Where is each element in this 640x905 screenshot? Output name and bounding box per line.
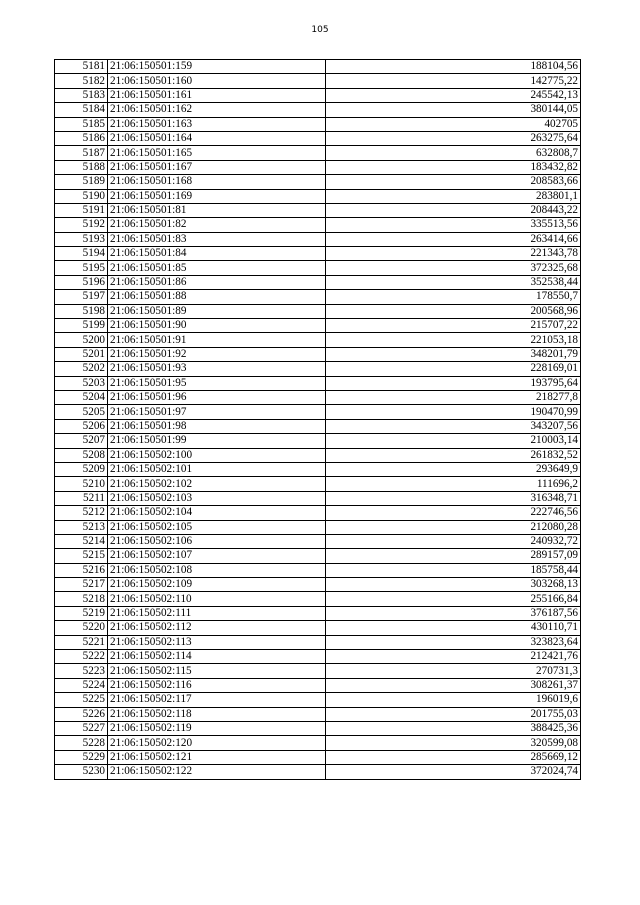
- table-row: [55, 131, 581, 145]
- cadastral-number: 21:06:150502:111: [108, 606, 326, 620]
- cadastral-value: 183432,82: [326, 160, 581, 174]
- row-number: 5218: [55, 592, 108, 606]
- row-number: 5213: [55, 520, 108, 534]
- cadastral-value: 196019,6: [326, 693, 581, 707]
- cadastral-value: 303268,13: [326, 578, 581, 592]
- cadastral-value: 352538,44: [326, 275, 581, 289]
- cadastral-number: 21:06:150501:89: [108, 304, 326, 318]
- cadastral-value: 402705: [326, 117, 581, 131]
- cadastral-value: 308261,37: [326, 678, 581, 692]
- cadastral-value: 218277,8: [326, 390, 581, 404]
- row-number: 5205: [55, 405, 108, 419]
- table-body: [55, 60, 581, 780]
- table-row: [55, 419, 581, 433]
- cadastral-number: 21:06:150502:100: [108, 448, 326, 462]
- row-number: 5226: [55, 707, 108, 721]
- table-row: [55, 304, 581, 318]
- row-number: 5212: [55, 506, 108, 520]
- cadastral-number: 21:06:150502:113: [108, 635, 326, 649]
- row-number: 5208: [55, 448, 108, 462]
- cadastral-value: 348201,79: [326, 347, 581, 361]
- row-number: 5189: [55, 175, 108, 189]
- cadastral-number: 21:06:150502:120: [108, 736, 326, 750]
- table-row: [55, 88, 581, 102]
- cadastral-number: 21:06:150501:162: [108, 103, 326, 117]
- table-row: [55, 448, 581, 462]
- row-number: 5199: [55, 319, 108, 333]
- cadastral-value: 208583,66: [326, 175, 581, 189]
- row-number: 5195: [55, 261, 108, 275]
- cadastral-number: 21:06:150501:90: [108, 319, 326, 333]
- table-row: [55, 290, 581, 304]
- cadastral-number: 21:06:150502:105: [108, 520, 326, 534]
- table-row: [55, 160, 581, 174]
- cadastral-value: 210003,14: [326, 434, 581, 448]
- table-row: [55, 405, 581, 419]
- cadastral-value: 178550,7: [326, 290, 581, 304]
- cadastral-number: 21:06:150501:167: [108, 160, 326, 174]
- row-number: 5221: [55, 635, 108, 649]
- row-number: 5181: [55, 60, 108, 74]
- row-number: 5209: [55, 462, 108, 476]
- cadastral-value: 263414,66: [326, 232, 581, 246]
- table-row: [55, 506, 581, 520]
- table-row: [55, 650, 581, 664]
- cadastral-number: 21:06:150502:103: [108, 491, 326, 505]
- cadastral-number: 21:06:150502:122: [108, 765, 326, 779]
- row-number: 5193: [55, 232, 108, 246]
- table-row: [55, 319, 581, 333]
- cadastral-number: 21:06:150502:116: [108, 678, 326, 692]
- table-row: [55, 477, 581, 491]
- table-row: [55, 390, 581, 404]
- cadastral-value: 323823,64: [326, 635, 581, 649]
- cadastral-value: 261832,52: [326, 448, 581, 462]
- table-row: [55, 434, 581, 448]
- cadastral-number: 21:06:150501:85: [108, 261, 326, 275]
- cadastral-number: 21:06:150501:98: [108, 419, 326, 433]
- table-row: [55, 146, 581, 160]
- cadastral-number: 21:06:150502:112: [108, 621, 326, 635]
- cadastral-value: 335513,56: [326, 218, 581, 232]
- row-number: 5210: [55, 477, 108, 491]
- table-row: [55, 218, 581, 232]
- cadastral-number: 21:06:150501:93: [108, 362, 326, 376]
- cadastral-number: 21:06:150502:115: [108, 664, 326, 678]
- cadastral-value: 632808,7: [326, 146, 581, 160]
- table-row: [55, 203, 581, 217]
- cadastral-number: 21:06:150501:160: [108, 74, 326, 88]
- cadastral-value: 212421,76: [326, 650, 581, 664]
- page-number: 105: [311, 25, 329, 35]
- cadastral-value: 372325,68: [326, 261, 581, 275]
- table-row: [55, 261, 581, 275]
- cadastral-number: 21:06:150501:83: [108, 232, 326, 246]
- cadastral-value: 380144,05: [326, 103, 581, 117]
- cadastral-number: 21:06:150502:118: [108, 707, 326, 721]
- cadastral-value: 316348,71: [326, 491, 581, 505]
- row-number: 5191: [55, 203, 108, 217]
- row-number: 5227: [55, 721, 108, 735]
- row-number: 5185: [55, 117, 108, 131]
- table-row: [55, 578, 581, 592]
- cadastral-value: 185758,44: [326, 563, 581, 577]
- row-number: 5222: [55, 650, 108, 664]
- table-row: [55, 189, 581, 203]
- row-number: 5228: [55, 736, 108, 750]
- row-number: 5184: [55, 103, 108, 117]
- cadastral-number: 21:06:150501:92: [108, 347, 326, 361]
- table-row: [55, 491, 581, 505]
- row-number: 5200: [55, 333, 108, 347]
- row-number: 5196: [55, 275, 108, 289]
- table-row: [55, 74, 581, 88]
- row-number: 5182: [55, 74, 108, 88]
- cadastral-number: 21:06:150501:99: [108, 434, 326, 448]
- row-number: 5201: [55, 347, 108, 361]
- table-row: [55, 232, 581, 246]
- table-row: [55, 462, 581, 476]
- cadastral-value-table: [54, 59, 581, 780]
- cadastral-value: 111696,2: [326, 477, 581, 491]
- row-number: 5206: [55, 419, 108, 433]
- table-row: [55, 765, 581, 779]
- row-number: 5225: [55, 693, 108, 707]
- row-number: 5229: [55, 750, 108, 764]
- cadastral-value: 201755,03: [326, 707, 581, 721]
- row-number: 5215: [55, 549, 108, 563]
- cadastral-number: 21:06:150502:108: [108, 563, 326, 577]
- table-row: [55, 592, 581, 606]
- cadastral-number: 21:06:150502:117: [108, 693, 326, 707]
- cadastral-value: 228169,01: [326, 362, 581, 376]
- table-row: [55, 247, 581, 261]
- cadastral-number: 21:06:150501:82: [108, 218, 326, 232]
- row-number: 5194: [55, 247, 108, 261]
- cadastral-number: 21:06:150502:106: [108, 534, 326, 548]
- cadastral-number: 21:06:150501:168: [108, 175, 326, 189]
- row-number: 5220: [55, 621, 108, 635]
- cadastral-number: 21:06:150501:169: [108, 189, 326, 203]
- cadastral-value: 255166,84: [326, 592, 581, 606]
- cadastral-value: 221343,78: [326, 247, 581, 261]
- row-number: 5187: [55, 146, 108, 160]
- cadastral-value: 430110,71: [326, 621, 581, 635]
- table-row: [55, 347, 581, 361]
- table-row: [55, 664, 581, 678]
- cadastral-number: 21:06:150501:159: [108, 60, 326, 74]
- row-number: 5186: [55, 131, 108, 145]
- table-row: [55, 736, 581, 750]
- cadastral-number: 21:06:150502:114: [108, 650, 326, 664]
- cadastral-value: 222746,56: [326, 506, 581, 520]
- table-row: [55, 707, 581, 721]
- cadastral-number: 21:06:150501:88: [108, 290, 326, 304]
- table-row: [55, 606, 581, 620]
- table-row: [55, 621, 581, 635]
- cadastral-value: 263275,64: [326, 131, 581, 145]
- row-number: 5203: [55, 376, 108, 390]
- table-row: [55, 534, 581, 548]
- table-row: [55, 520, 581, 534]
- cadastral-value: 215707,22: [326, 319, 581, 333]
- row-number: 5188: [55, 160, 108, 174]
- cadastral-number: 21:06:150501:81: [108, 203, 326, 217]
- cadastral-value: 293649,9: [326, 462, 581, 476]
- table-row: [55, 103, 581, 117]
- row-number: 5192: [55, 218, 108, 232]
- cadastral-number: 21:06:150502:121: [108, 750, 326, 764]
- cadastral-value: 285669,12: [326, 750, 581, 764]
- table-row: [55, 333, 581, 347]
- cadastral-number: 21:06:150502:110: [108, 592, 326, 606]
- cadastral-value: 245542,13: [326, 88, 581, 102]
- cadastral-number: 21:06:150502:107: [108, 549, 326, 563]
- cadastral-value: 221053,18: [326, 333, 581, 347]
- row-number: 5224: [55, 678, 108, 692]
- cadastral-number: 21:06:150501:161: [108, 88, 326, 102]
- cadastral-number: 21:06:150502:119: [108, 721, 326, 735]
- cadastral-value: 289157,09: [326, 549, 581, 563]
- table-row: [55, 750, 581, 764]
- cadastral-value: 283801,1: [326, 189, 581, 203]
- table-row: [55, 563, 581, 577]
- row-number: 5230: [55, 765, 108, 779]
- cadastral-value: 193795,64: [326, 376, 581, 390]
- table-row: [55, 635, 581, 649]
- row-number: 5197: [55, 290, 108, 304]
- cadastral-number: 21:06:150501:97: [108, 405, 326, 419]
- cadastral-number: 21:06:150501:164: [108, 131, 326, 145]
- table-row: [55, 175, 581, 189]
- cadastral-value: 240932,72: [326, 534, 581, 548]
- row-number: 5207: [55, 434, 108, 448]
- cadastral-number: 21:06:150501:163: [108, 117, 326, 131]
- cadastral-number: 21:06:150501:86: [108, 275, 326, 289]
- row-number: 5219: [55, 606, 108, 620]
- cadastral-number: 21:06:150501:165: [108, 146, 326, 160]
- row-number: 5211: [55, 491, 108, 505]
- cadastral-number: 21:06:150502:102: [108, 477, 326, 491]
- row-number: 5204: [55, 390, 108, 404]
- cadastral-value: 372024,74: [326, 765, 581, 779]
- row-number: 5216: [55, 563, 108, 577]
- table-row: [55, 117, 581, 131]
- row-number: 5198: [55, 304, 108, 318]
- table-row: [55, 721, 581, 735]
- cadastral-number: 21:06:150501:91: [108, 333, 326, 347]
- cadastral-value: 188104,56: [326, 60, 581, 74]
- cadastral-number: 21:06:150501:84: [108, 247, 326, 261]
- row-number: 5190: [55, 189, 108, 203]
- table-row: [55, 549, 581, 563]
- cadastral-number: 21:06:150501:95: [108, 376, 326, 390]
- cadastral-value: 270731,3: [326, 664, 581, 678]
- row-number: 5223: [55, 664, 108, 678]
- row-number: 5202: [55, 362, 108, 376]
- table-row: [55, 678, 581, 692]
- row-number: 5214: [55, 534, 108, 548]
- cadastral-value: 212080,28: [326, 520, 581, 534]
- cadastral-value: 376187,56: [326, 606, 581, 620]
- table-row: [55, 376, 581, 390]
- cadastral-number: 21:06:150502:109: [108, 578, 326, 592]
- cadastral-value: 142775,22: [326, 74, 581, 88]
- cadastral-value: 190470,99: [326, 405, 581, 419]
- cadastral-number: 21:06:150501:96: [108, 390, 326, 404]
- cadastral-number: 21:06:150502:101: [108, 462, 326, 476]
- cadastral-value: 208443,22: [326, 203, 581, 217]
- table-row: [55, 275, 581, 289]
- row-number: 5183: [55, 88, 108, 102]
- cadastral-number: 21:06:150502:104: [108, 506, 326, 520]
- table-row: [55, 362, 581, 376]
- cadastral-value: 200568,96: [326, 304, 581, 318]
- table-row: [55, 693, 581, 707]
- cadastral-value: 320599,08: [326, 736, 581, 750]
- cadastral-value: 343207,56: [326, 419, 581, 433]
- cadastral-value: 388425,36: [326, 721, 581, 735]
- table-row: [55, 60, 581, 74]
- row-number: 5217: [55, 578, 108, 592]
